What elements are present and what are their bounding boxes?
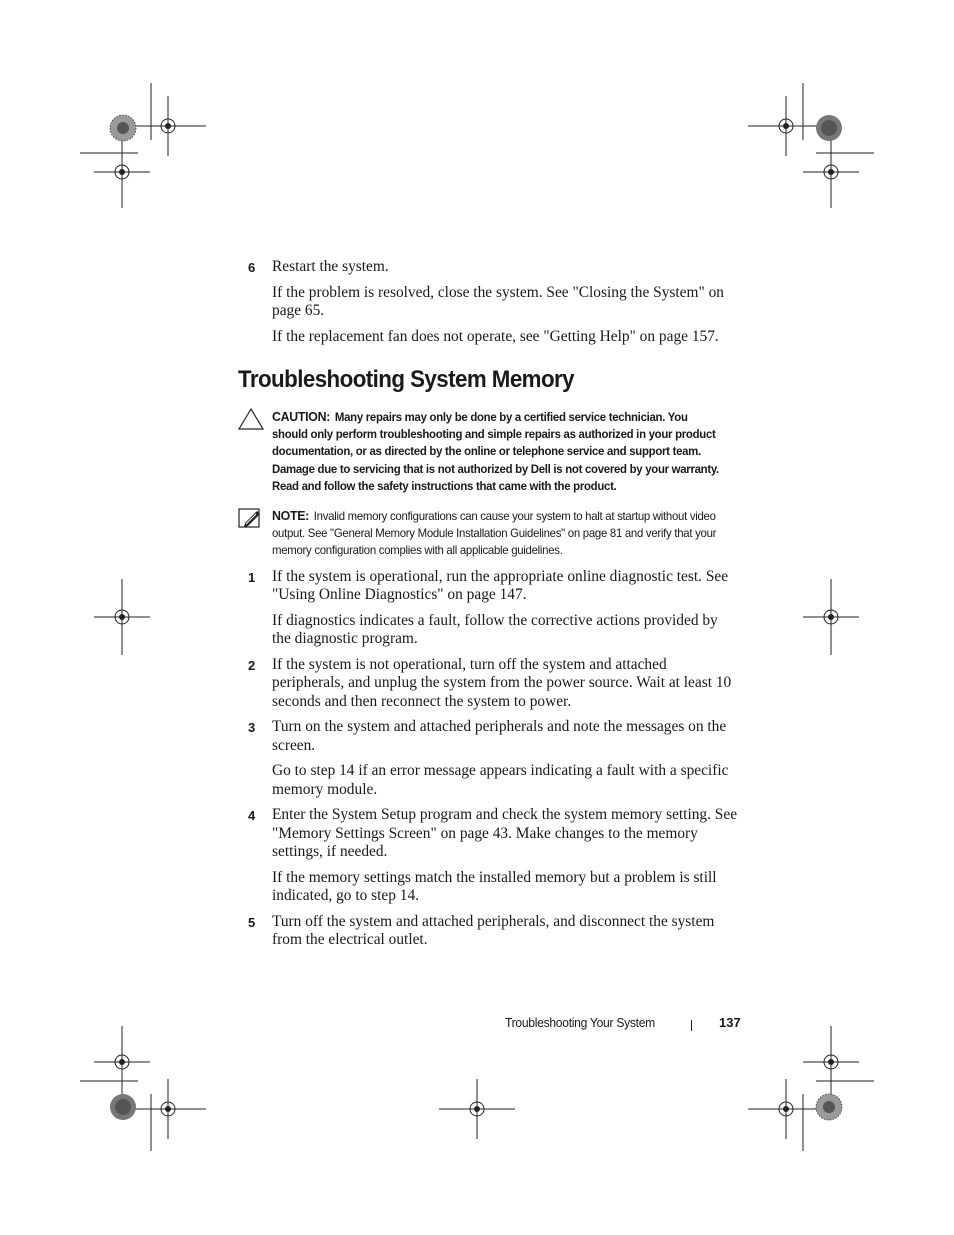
footer-section-name: Troubleshooting Your System (505, 1015, 655, 1030)
page-content (238, 258, 738, 957)
step-6 (238, 258, 738, 346)
step-text: If the system is operational, run the appropriate online diagnostic test. See "Using Online Diagnostics" on page 147. (272, 567, 729, 604)
step-text: If diagnostics indicates a fault, follow the corrective actions provided by the diagnostic program. (272, 611, 718, 648)
step-4 (238, 806, 738, 906)
step-1 (238, 568, 738, 649)
note-pencil-icon (238, 507, 262, 534)
caution-triangle-icon (238, 408, 264, 435)
footer-divider (691, 1020, 692, 1031)
caution-text: Many repairs may only be done by a certified service technician. You should only perform troubleshooting and simple repairs as authorized in your product documentation, or as directed by the online or telephone service and support team. Damage due to servicing that is not authorized by Dell is not covered by your warranty. Read and follow the safety instructions that came with the product. (272, 410, 719, 493)
step-text: If the memory settings match the installed memory but a problem is still indicated, go to step 14. (272, 868, 717, 905)
step-text: Enter the System Setup program and check the system memory setting. See "Memory Settings Screen" on page 43. Make changes to the memory settings, if needed. (272, 806, 738, 861)
step-number: 3 (248, 720, 256, 736)
step-2 (238, 656, 738, 712)
step-number: 2 (248, 657, 256, 673)
step-5 (238, 913, 738, 950)
step-text: Turn on the system and attached peripherals and note the messages on the screen. (272, 718, 727, 754)
caution-label: CAUTION: (272, 409, 331, 424)
step-text: Restart the system. (272, 258, 389, 275)
step-text: If the problem is resolved, close the system. See "Closing the System" on page 65. (272, 283, 724, 319)
page-number: 137 (719, 1015, 741, 1030)
note-label: NOTE: (272, 508, 310, 524)
step-text: If the system is not operational, turn off the system and attached peripherals, and unplug the system from the power source. Wait at least 10 seconds and then reconnect the system to power. (272, 655, 732, 710)
step-text: Go to step 14 if an error message appears indicating a fault with a specific memory module. (272, 762, 729, 798)
step-number: 4 (248, 808, 256, 824)
step-text: Turn off the system and attached peripherals, and disconnect the system from the electrical outlet. (272, 912, 715, 949)
note-text: Invalid memory configurations can cause your system to halt at startup without video output. See "General Memory Module Installation Guidelines" on page 81 and verify that your memory configuration complies with all applicable guidelines. (272, 509, 717, 558)
caution-notice (238, 408, 738, 495)
step-text: If the replacement fan does not operate, see "Getting Help" on page 157. (272, 327, 719, 345)
note-notice (238, 507, 738, 560)
step-number: 5 (248, 914, 256, 930)
step-number: 6 (248, 260, 256, 275)
step-number: 1 (248, 569, 256, 585)
step-3 (238, 718, 738, 799)
section-title: Troubleshooting System Memory (238, 366, 575, 393)
